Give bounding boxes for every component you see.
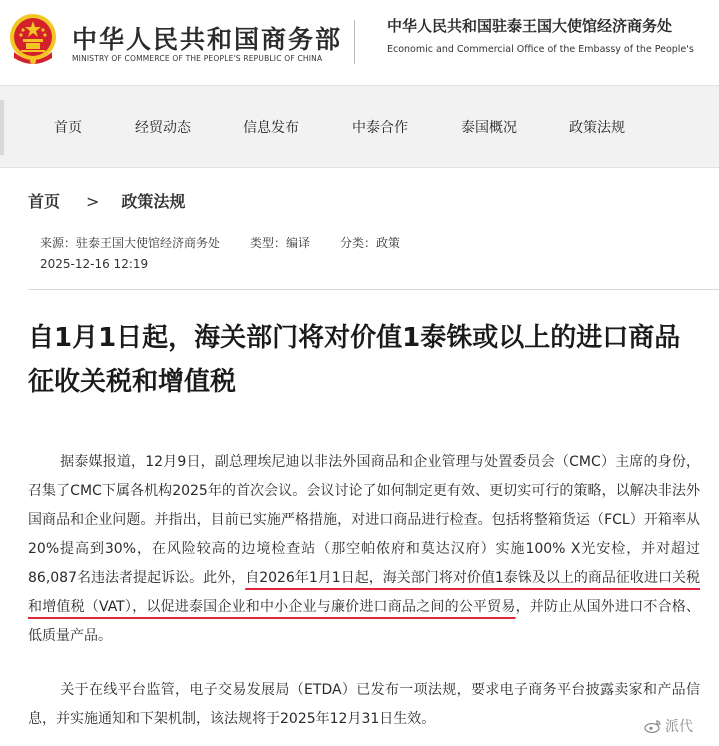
paragraph-2-text: 关于在线平台监管，电子交易发展局（ETDA）已发布一项法规，要求电子商务平台披露卖家和产品信息，并实施通知和下架机制，该法规将于2025年12月31日生效。 — [28, 682, 700, 727]
watermark-text: 派代 — [665, 719, 693, 735]
breadcrumb — [28, 189, 185, 212]
meta-type: 类型：编译 — [250, 236, 311, 250]
ministry-name-cn: 中华人民共和国商务部 — [72, 25, 343, 54]
nav-item-home[interactable]: 首页 — [54, 120, 82, 136]
weibo-icon — [644, 719, 662, 733]
site-header — [0, 0, 719, 85]
breadcrumb-home[interactable]: 首页 — [28, 192, 61, 211]
nav-item-policies[interactable]: 政策法规 — [569, 120, 625, 136]
nav-item-trade-news[interactable]: 经贸动态 — [135, 120, 191, 136]
national-emblem-icon[interactable] — [8, 12, 58, 66]
meta-divider — [28, 289, 719, 290]
paragraph-1-text-b: ，并防止从国外进口不合格、低质量产品。 — [28, 599, 700, 644]
article-paragraph-2 — [28, 676, 700, 734]
highlighted-text: 自2026年1月1日起，海关部门将对价值1泰铢及以上的商品征收进口关税和增值税（VAT），以促进泰国企业和中小企业与廉价进口商品之间的公平贸易 — [28, 570, 700, 615]
breadcrumb-current[interactable]: 政策法规 — [121, 192, 186, 211]
office-name-en: Economic and Commercial Office of the Embassy of the People's — [387, 44, 694, 55]
nav-edge-decoration — [0, 100, 4, 155]
nav-item-info-release[interactable]: 信息发布 — [243, 120, 299, 136]
ministry-name-en: MINISTRY OF COMMERCE OF THE PEOPLE'S REPUBLIC OF CHINA — [72, 54, 323, 63]
article-paragraph-1 — [28, 448, 700, 651]
meta-category: 分类：政策 — [340, 236, 401, 250]
watermark — [644, 716, 693, 736]
breadcrumb-separator: > — [86, 192, 100, 211]
office-name-cn: 中华人民共和国驻泰王国大使馆经济商务处 — [387, 17, 673, 35]
nav-item-thailand-overview[interactable]: 泰国概况 — [461, 120, 517, 136]
article-title: 自1月1日起，海关部门将对价值1泰铢或以上的进口商品征收关税和增值税 — [28, 323, 681, 397]
paragraph-1-text-a: 据泰媒报道，12月9日，副总理埃尼迪以非法外国商品和企业管理与处置委员会（CMC）主席的身份，召集了CMC下属各机构2025年的首次会议。会议讨论了如何制定更有效、更切实可行的策略，以解决非法外国商品和企业问题。并指出，目前已实施严格措施，对进口商品进行检查。包括将整箱货运（FCL）开箱率从20%提高到30%，在风险较高的边境检查站（那空帕侬府和莫达汉府）实施100% X光安检，并对超过86,087名违法者提起诉讼。此外， — [28, 454, 700, 586]
header-divider — [354, 20, 355, 64]
main-nav — [0, 85, 719, 168]
meta-source: 来源：驻泰王国大使馆经济商务处 — [40, 236, 221, 250]
meta-date: 2025-12-16 12:19 — [40, 257, 149, 271]
nav-item-cooperation[interactable]: 中泰合作 — [352, 120, 408, 136]
